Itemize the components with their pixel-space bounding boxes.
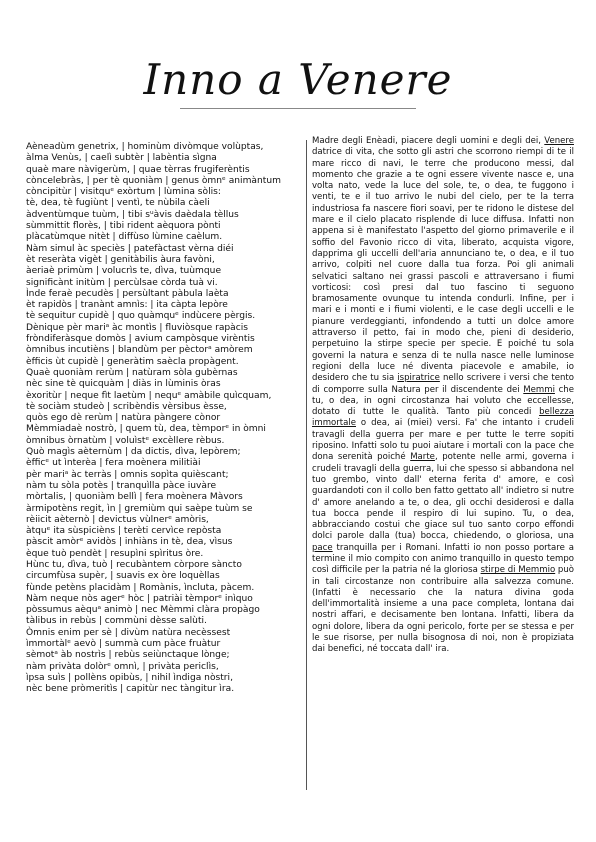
latin-verse-line: àeriaè primùm | volucrìs te, dìva, tuùmque (26, 266, 222, 277)
latin-verse-line: èfficᵉ ut ìnterèa | fera moènera militiài (26, 458, 201, 469)
latin-text-column (26, 142, 302, 696)
latin-verse-line: Hùnc tu, dìva, tuò | recubàntem còrpore sàncto (26, 559, 242, 570)
italian-text-segment: nello scrivere i versi che tento di comporre sulla Natura per il discendente dei (312, 373, 574, 395)
latin-verse-line: òmnibus òrnatùm | voluìstᵉ excèllere rèbus. (26, 435, 225, 446)
latin-verse-line: nàm privàta dolòrᵉ omnì, | privàta periclìs, (26, 661, 219, 672)
latin-verse-line: Quò magìs aèternùm | da dictis, dìva, lepòrem; (26, 447, 241, 458)
latin-verse-line: rèiicit aèternò | devictus vùlnerᵉ amòris, (26, 514, 209, 525)
latin-verse-line: tàlibus in rebùs | commùni dèsse salùti. (26, 616, 207, 627)
latin-verse-line: Aèneadùm genetrix, | hominùm divòmque volùptas, (26, 142, 264, 152)
latin-verse-line: còncipitùr | visitquᵉ exòrtum | lùmina sòlis: (26, 187, 221, 198)
latin-verse-line: Nàm neque nòs agerᵉ hòc | patriài tèmporᵉ inìquo (26, 593, 253, 604)
latin-verse-line: Nàm simul àc speciès | patefàctast vèrna diéi (26, 243, 234, 254)
latin-verse-line: èt reseràta vigèt | genitàbilis àura favòni, (26, 254, 215, 265)
latin-verse-line: Dènique pèr mariᵃ àc montìs | fluviòsque rapàcis (26, 322, 249, 333)
italian-text-column (312, 136, 574, 656)
latin-verse-line: pòssumus aèquᵃ animò | nec Mèmmi clàra propàgo (26, 605, 260, 616)
latin-verse-line: Mèmmiadaè nostrò, | quem tù, dea, tèmporᵉ in òmni (26, 424, 266, 435)
latin-verse-line: sèmotᵃ àb nostrìs | rebùs seiùnctaque lònge; (26, 650, 230, 661)
latin-verse-line: fròndiferàsque domòs | avium campòsque virèntis (26, 334, 255, 345)
italian-text-segment: tranquilla per i Romani. Infatti io non posso portare a termine il mio compito con animo tranquillo in questo tempo così difficile per la patria né la gloriosa (312, 542, 574, 576)
italian-text-segment: Madre degli Enèadi, piacere degli uomini e degli dei, (312, 136, 545, 146)
latin-verse-line: àlma Venùs, | caelì subtèr | labèntia sìgna (26, 153, 217, 164)
latin-verse-line: tè sociàm studeò | scribèndis vèrsibus èsse, (26, 401, 227, 412)
underlined-term: Venere (544, 136, 574, 146)
column-divider (306, 140, 307, 790)
latin-verse-line: àtquᵉ ita sùspicièns | terèti cervìce repòsta (26, 526, 222, 537)
latin-verse-line: significànt initùm | percùlsae còrda tuà vi. (26, 277, 218, 288)
latin-verse-line: nàm tu sòla potès | tranquìlla pàce iuvàre (26, 480, 217, 491)
latin-verse-line: Ìnde feraè pecudès | persùltant pàbula laèta (26, 288, 229, 299)
latin-verse-line: èt rapidòs | tranànt amnìs: | ita càpta lepòre (26, 300, 228, 311)
latin-verse-line: tè sequitur cupidè | quo quàmquᵉ indùcere pèrgis. (26, 311, 256, 322)
latin-verse-line: còncelebràs, | per tè quoniàm | genus òmnᵉ animàntum (26, 175, 281, 186)
latin-verse-line: èfficis ùt cupidè | generàtim saècla propàgent. (26, 356, 239, 367)
underlined-term: bellezza immortale (312, 407, 574, 429)
italian-text-segment: o dea, ai (miei) versi. Fa' che intanto i crudeli travagli della guerra per mare e per tutte le terre sopiti riposino. Infatti solo tu puoi aiutare i mortali con la pace che dona serenità poiché (312, 418, 574, 463)
italian-paragraph (312, 136, 574, 656)
italian-text-segment: può in tali circostanze non contribuire alla salvezza comune. (Infatti è necessario che la natura divina goda dell'immortalità insieme a una pace completa, lontana dai nostri affari, e decisamente ben lontana. Infatti, libera da ogni dolore, libera da ogni pericolo, forte per se stessa e per le sue risorse, per nulla bisognosa di noi, non è propiziata dai benefici, né toccata dall' ira. (312, 565, 575, 655)
underlined-term: pace (312, 542, 333, 553)
underlined-term: stirpe di Memmio (480, 565, 556, 576)
latin-verse-line: Òmnis enim per sè | divùm natùra necèssest (26, 627, 231, 638)
latin-verse-line: plàcatùmque nitèt | diffùso lùmine caèlum. (26, 232, 223, 243)
latin-verse-line: èxoritùr | neque fìt laetùm | nequᵉ amàbile quìcquam, (26, 390, 272, 401)
latin-verse-line: nèc sine tè quicquàm | diàs in lùminis òras (26, 379, 221, 390)
latin-verse-line: tè, dea, tè fugiùnt | ventì, te nùbila càeli (26, 198, 210, 209)
italian-text-segment: datrice di vita, che sotto gli astri che scorrono riempi di te il mare ricco di navi, le terre che producono messi, dal momento che grazie a te ogni essere vivente nasce e, una volta nato, vede la luce del sole, te, o dea, te fuggono i venti, te e il tuo arrivo le nubi del cielo, per te la terra industriosa fa nascere fiori soavi, per te ridono le distese del mare e il cielo placato risplende di luce diffusa. Infatti non appena si è manifestato l'aspetto del giorno primaverile e il soffio del Favonio ricco di vita, liberato, acquista vigore, dapprima gli uccelli dell'aria annunciano te, o dea, e il tuo arrivo, colpiti nel cuore dalla tua forza. Poi gli animali selvatici saltano nei grassi pascoli e attraversano i fiumi vorticosi: così presi dal tuo fascino ti seguono bramosamente ovunque tu intenda condurli. Infine, per i mari e i monti e i fiumi violenti, e le case degli uccelli e le pianure verdeggianti, infondendo a tutti un dolce amore attraverso il petto, fai in modo che, pieni di desiderio, perpetuino la stirpe specie per specie. E poiché tu sola governi la natura e senza di te nulla nasce nelle luminose regioni della luce né diventa piacevole e amabile, io desidero che tu sia (312, 147, 574, 384)
latin-verse-line: ìmmortàlᵉ aevò | summà cum pàce fruàtur (26, 639, 221, 650)
latin-verse-line: quaè mare nàvigerùm, | quae tèrras frugiferèntis (26, 164, 250, 175)
underlined-term: Marte (410, 452, 435, 463)
latin-verse-line: èque tuò pendèt | resupìni spìritus òre. (26, 548, 204, 559)
underlined-term: Memmi (523, 384, 555, 395)
latin-verse-line: quòs ego dè rerùm | natùra pàngere cònor (26, 413, 221, 424)
latin-verse-line: sùmmittit florès, | tibi rident aèquora pònti (26, 221, 221, 232)
latin-verse-line: circumfùsa supèr, | suavis ex òre loquèllas (26, 571, 220, 582)
page-title: Inno a Venere (143, 55, 453, 104)
latin-verse-line: àrmipotèns regit, ìn | gremiùm qui saèpe tuùm se (26, 503, 253, 514)
latin-verse-line: nèc bene pròmeritìs | capitùr nec tàngitur ìra. (26, 684, 235, 695)
italian-text-segment: , potente nelle armi, governa i crudeli travagli della guerra, lui che spesso si abbandona nel tuo grembo, vinto dall' eterna ferita d' amore, e così guardandoti con il collo ben fatto gettato all' indietro si nutre d' amore anelando a te, o dea, gli occhi desiderosi e dalla tua bocca pende il respiro di lui supino. Tu, o dea, abbracciando costui che giace sul tuo santo corpo effondi dolci parole dalla (tua) bocca, chiedendo, o gloriosa, una (312, 452, 574, 542)
latin-verse-line: ìpsa suìs | pollèns opibùs, | nihil ìndiga nòstri, (26, 672, 233, 683)
latin-verse-line: fùnde petèns placidàm | Romànis, ìncluta, pàcem. (26, 582, 255, 593)
latin-verse-line: pèr mariᵃ àc terràs | omnis sopìta quièscant; (26, 469, 229, 480)
underlined-term: ispiratrice (397, 373, 440, 384)
latin-verse-line: pàscit amòrᵉ avidòs | inhiàns in tè, dea, vìsus (26, 537, 233, 548)
title-underline (180, 108, 416, 109)
latin-verse-line: àdventùmque tuùm, | tibi sᵘàvis daèdala tèllus (26, 209, 239, 220)
italian-text-segment: che tu, o dea, in ogni circostanza hai voluto che eccellesse, dotato di tutte le qualità. Tanto più concedi (312, 384, 574, 418)
latin-verse-line: mòrtalis, | quoniàm bellì | fera moènera Màvors (26, 492, 243, 503)
latin-verse-line: Quaè quoniàm rerùm | natùram sòla gubèrnas (26, 367, 238, 378)
latin-verse-line: òmnibus incutièns | blandùm per pèctorᵃ amòrem (26, 345, 253, 356)
